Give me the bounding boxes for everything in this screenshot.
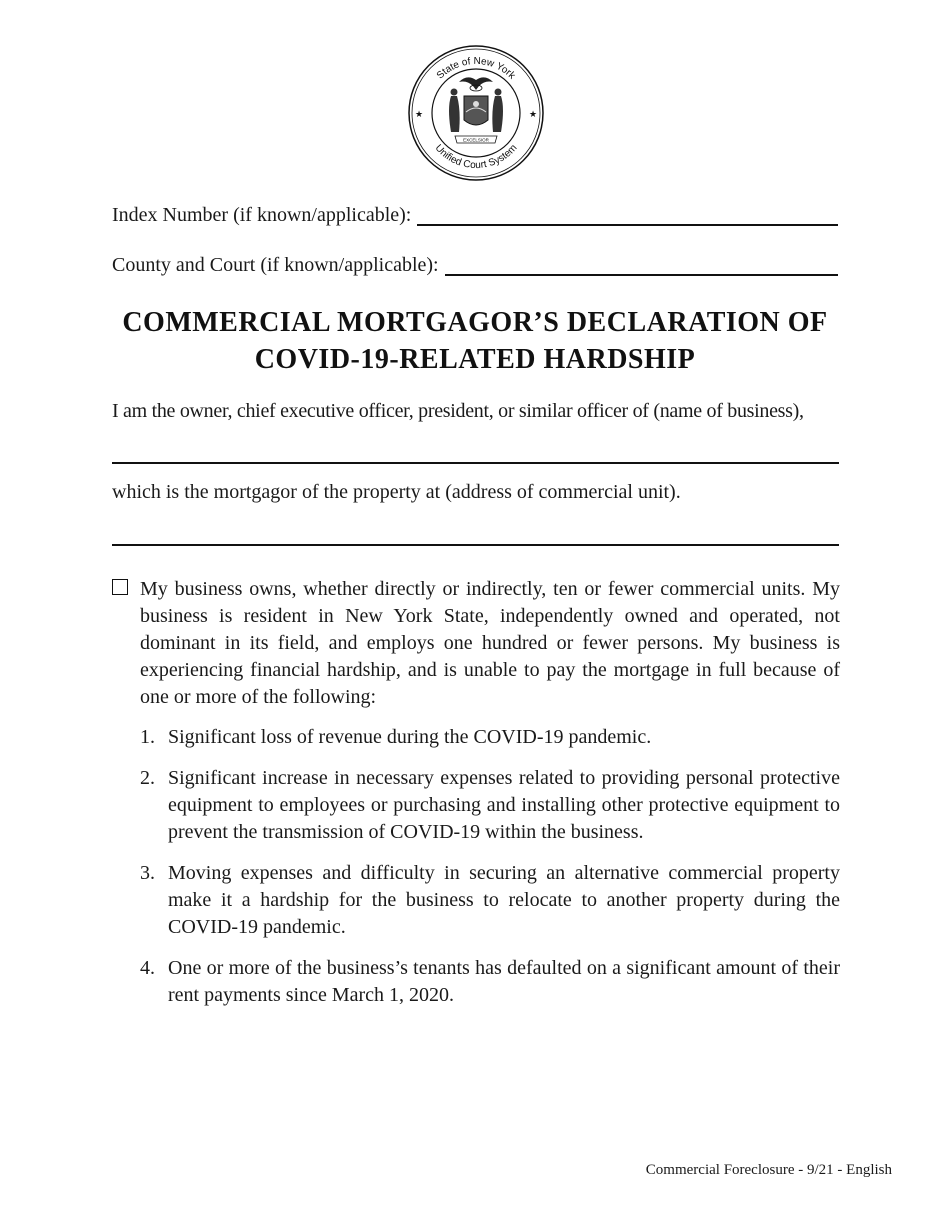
checkbox-statement: My business owns, whether directly or indirectly, ten or fewer commercial units. My business is resident in New York State, independently owned and operated, not dominant in its field, and employs one hundred or fewer persons. My business is experiencing financial hardship, and is unable to pay the mortgage in full because of one or more of the following: xyxy=(140,578,840,708)
hardship-checkbox[interactable] xyxy=(112,579,128,595)
seal-motto: EXCELSIOR xyxy=(463,137,489,143)
index-number-label: Index Number (if known/applicable): xyxy=(112,204,412,226)
list-item-number: 1. xyxy=(140,726,155,748)
list-item xyxy=(140,724,840,751)
list-item-number: 3. xyxy=(140,862,155,884)
list-item xyxy=(140,765,840,846)
list-item-number: 4. xyxy=(140,957,155,979)
owner-statement: I am the owner, chief executive officer, president, or similar officer of (name of business), xyxy=(112,400,804,422)
page-title xyxy=(60,304,890,378)
title-line-1: COMMERCIAL MORTGAGOR’S DECLARATION OF xyxy=(122,307,828,338)
county-court-row xyxy=(112,253,838,277)
hardship-list xyxy=(140,724,840,1023)
county-court-label: County and Court (if known/applicable): xyxy=(112,254,439,276)
seal-top-text: State of New York xyxy=(434,55,518,82)
list-item-text: Significant loss of revenue during the COVID-19 pandemic. xyxy=(168,726,652,748)
business-name-input[interactable] xyxy=(112,462,839,464)
county-court-input[interactable] xyxy=(445,258,838,276)
commercial-unit-address-input[interactable] xyxy=(112,544,839,546)
list-item-text: One or more of the business’s tenants has defaulted on a significant amount of their rent payments since March 1, 2020. xyxy=(168,957,840,1006)
list-item-number: 2. xyxy=(140,767,155,789)
title-line-2: COVID-19-RELATED HARDSHIP xyxy=(254,344,696,375)
hardship-checkbox-row xyxy=(112,576,840,711)
index-number-row xyxy=(112,203,838,227)
svg-text:★: ★ xyxy=(529,109,538,119)
form-footer: Commercial Foreclosure - 9/21 - English xyxy=(645,1162,892,1178)
list-item xyxy=(140,955,840,1009)
svg-text:★: ★ xyxy=(415,109,424,119)
seal-bottom-text: Unified Court System xyxy=(432,142,520,172)
list-item-text: Significant increase in necessary expenses related to providing personal protective equipment to employees or purchasing and installing other protective equipment to prevent the transmission of COVID-19 within the business. xyxy=(168,767,840,843)
list-item xyxy=(140,860,840,941)
list-item-text: Moving expenses and difficulty in securing an alternative commercial property make it a hardship for the business to relocate to another property during the COVID-19 pandemic. xyxy=(168,862,840,938)
new-york-court-seal xyxy=(407,44,545,182)
index-number-input[interactable] xyxy=(417,208,838,226)
mortgagor-statement: which is the mortgagor of the property at (address of commercial unit). xyxy=(112,481,681,503)
